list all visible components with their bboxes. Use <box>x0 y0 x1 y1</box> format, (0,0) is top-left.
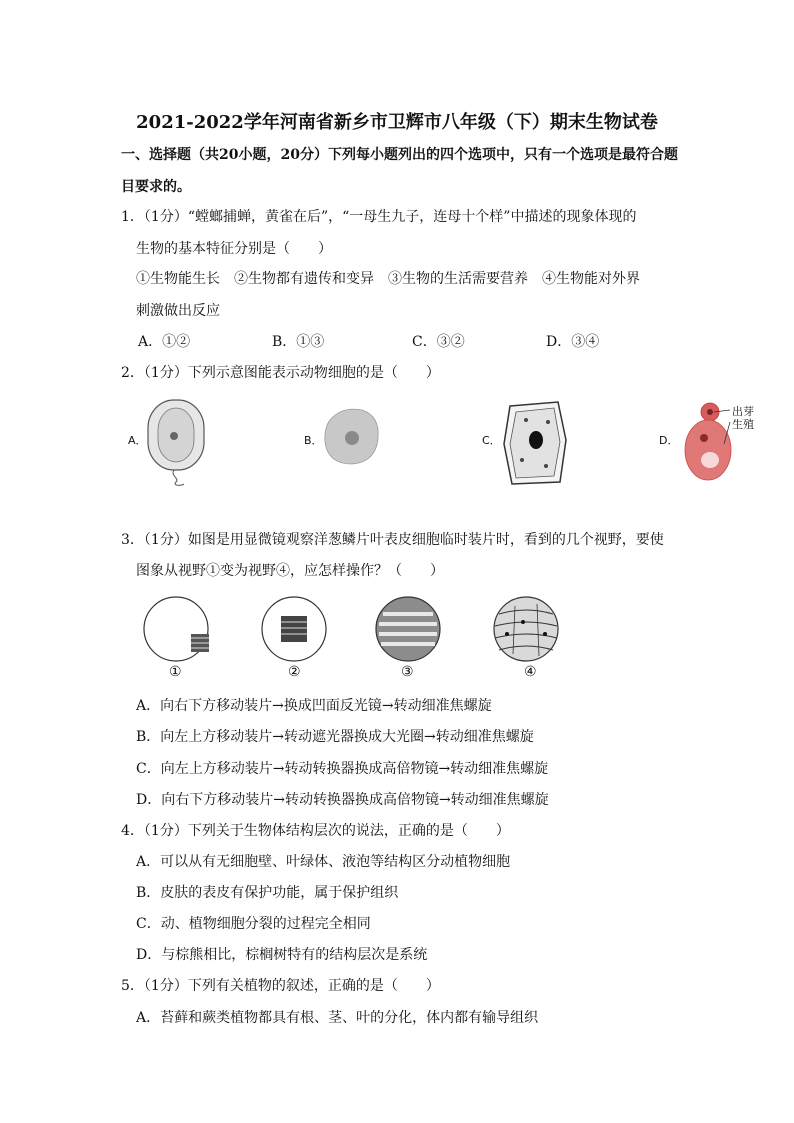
q1-statements-line1: ①生物能生长 ②生物都有遗传和变异 ③生物的生活需要营养 ④生物能对外界 <box>136 271 640 287</box>
bacterium-cell-figure <box>140 398 210 488</box>
plant-cell-figure <box>500 400 572 486</box>
view-1-figure <box>143 596 211 664</box>
q3-stem-line1: 3．（1分）如图是用显微镜观察洋葱鳞片叶表皮细胞临时装片时，看到的几个视野，要使 <box>121 532 664 548</box>
plant-cell-nucleus <box>529 431 543 449</box>
view-4-figure <box>493 596 561 664</box>
flagellum <box>173 470 184 485</box>
view-label-4: ④ <box>524 664 537 680</box>
yeast-annotation-2: 生殖 <box>732 418 754 431</box>
view-2-figure <box>261 596 329 664</box>
view-2-specimen <box>281 616 307 642</box>
view-label-1: ① <box>169 664 182 680</box>
animal-cell-figure <box>322 406 382 468</box>
view-label-3: ③ <box>401 664 414 680</box>
q1-statements-line2: 刺激做出反应 <box>136 303 220 319</box>
view-3-figure <box>375 596 443 664</box>
q3-option-b: B．向左上方移动装片→转动遮光器换成大光圈→转动细准焦螺旋 <box>136 729 534 745</box>
q4-stem: 4．（1分）下列关于生物体结构层次的说法，正确的是（ ） <box>121 823 510 839</box>
q3-option-a: A．向右下方移动装片→换成凹面反光镜→转动细准焦螺旋 <box>136 698 492 714</box>
q3-option-d: D．向右下方移动装片→转动转换器换成高倍物镜→转动细准焦螺旋 <box>136 792 549 808</box>
q1-stem-line1: 1．（1分）“螳螂捕蝉，黄雀在后”，“一母生九子，连母十个样”中描述的现象体现的 <box>121 209 637 225</box>
yeast-annotation-1: 出芽 <box>732 405 754 418</box>
q1-option-d: D．③④ <box>546 334 600 350</box>
section-instruction-line2: 目要求的。 <box>121 179 191 195</box>
animal-cell-nucleus <box>345 431 359 445</box>
q3-option-c: C．向左上方移动装片→转动转换器换成高倍物镜→转动细准焦螺旋 <box>136 761 549 777</box>
q2-label-c: C． <box>482 434 501 447</box>
q1-option-a: A．①② <box>138 334 191 350</box>
section-instruction-line1: 一、选择题（共20小题，20分）下列每小题列出的四个选项中，只有一个选项是最符合题 <box>121 147 678 163</box>
q2-label-d: D． <box>659 434 679 447</box>
q4-option-b: B．皮肤的表皮有保护功能，属于保护组织 <box>136 885 399 901</box>
yeast-mother-cell <box>685 420 731 480</box>
page-title: 2021-2022学年河南省新乡市卫辉市八年级（下）期末生物试卷 <box>136 112 658 133</box>
q1-option-b: B．①③ <box>272 334 325 350</box>
bacterium-nucleus <box>170 432 178 440</box>
q4-option-c: C．动、植物细胞分裂的过程完全相同 <box>136 916 371 932</box>
q4-option-d: D．与棕熊相比，棕榈树特有的结构层次是系统 <box>136 947 428 963</box>
q2-stem: 2．（1分）下列示意图能表示动物细胞的是（ ） <box>121 365 440 381</box>
q1-option-c: C．③② <box>412 334 465 350</box>
q2-label-a: A． <box>128 434 147 447</box>
yeast-vacuole <box>701 452 719 468</box>
q4-option-a: A．可以从有无细胞壁、叶绿体、液泡等结构区分动植物细胞 <box>136 854 511 870</box>
q5-stem: 5．（1分）下列有关植物的叙述，正确的是（ ） <box>121 978 440 994</box>
q2-label-b: B． <box>304 434 323 447</box>
q1-stem-line2: 生物的基本特征分别是（ ） <box>136 241 332 257</box>
q5-option-a: A．苔藓和蕨类植物都具有根、茎、叶的分化，体内都有输导组织 <box>136 1010 539 1026</box>
view-label-2: ② <box>288 664 301 680</box>
q3-stem-line2: 图象从视野①变为视野④，应怎样操作？（ ） <box>136 563 444 579</box>
